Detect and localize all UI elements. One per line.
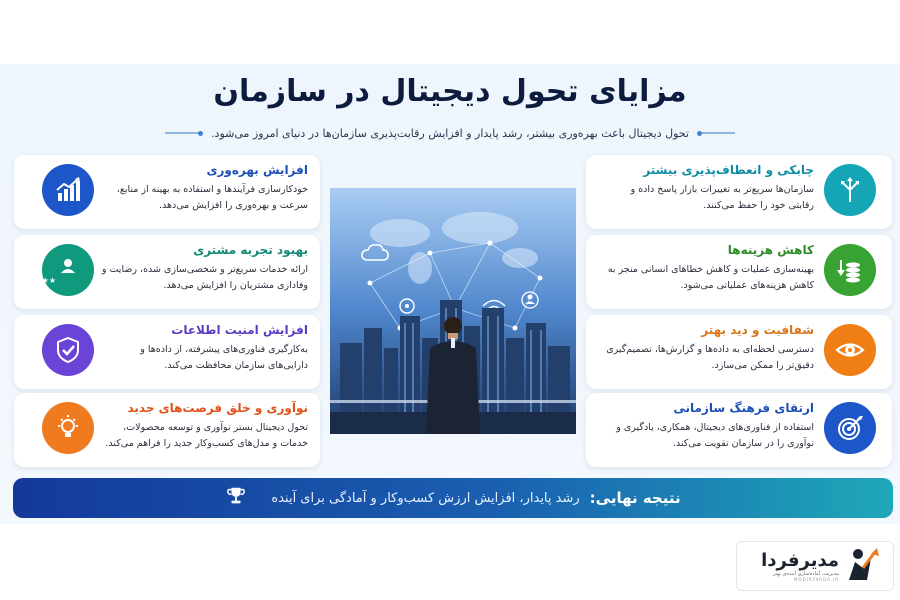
benefit-title: شفافیت و دید بهتر — [701, 323, 814, 337]
svg-text:★★★: ★★★ — [34, 276, 56, 285]
benefit-title: ارتقای فرهنگ سازمانی — [673, 401, 814, 415]
benefit-card-agility — [586, 155, 892, 229]
benefit-description: خودکارسازی فرآیندها و استفاده به‌ بهینه از منابع، سرعت و بهره‌وری را افزایش می‌دهد. — [116, 184, 308, 211]
lightbulb-icon — [42, 402, 94, 454]
brand-logo[interactable] — [736, 541, 894, 591]
benefit-description: استفاده از فناوری‌های دیجیتال، همکاری، یادگیری و نوآوری را در سازمان تقویت می‌کند. — [616, 422, 814, 449]
benefit-title: چابکی و انعطاف‌پذیری بیشتر — [643, 163, 814, 177]
benefit-card-cost-reduction — [586, 235, 892, 309]
conclusion-text: رشد پایدار، افزایش ارزش کسب‌وکار و آمادگی برای آینده — [271, 490, 580, 506]
benefit-title: بهبود تجربه مشتری — [193, 243, 308, 257]
benefit-card-transparency — [586, 315, 892, 389]
conclusion-label: نتیجه نهایی: — [589, 489, 681, 507]
subtitle-left-divider — [165, 132, 201, 134]
benefit-description: سازمان‌ها سریع‌تر به تغییرات بازار پاسخ داده و رقابتی خود را حفظ می‌کنند. — [630, 184, 814, 211]
brand-name: مدیرفردا — [761, 550, 839, 571]
benefit-card-productivity — [14, 155, 320, 229]
benefit-card-customer-experience — [14, 235, 320, 309]
split-arrows-icon — [824, 164, 876, 216]
benefit-description: دسترسی لحظه‌ای به داده‌ها و گزارش‌ها، تصمیم‌گیری دقیق‌تر را ممکن می‌سازد. — [606, 344, 814, 371]
benefit-card-culture — [586, 393, 892, 467]
trophy-icon — [225, 485, 247, 511]
benefit-description: تحول دیجیتال بستر نوآوری و توسعه محصولات، خدمات و مدل‌های کسب‌وکار جدید را فراهم می‌کند. — [105, 422, 308, 449]
benefit-description: بهینه‌سازی عملیات و کاهش خطاهای انسانی منجر به کاهش هزینه‌های عملیاتی می‌شود. — [607, 264, 814, 291]
benefit-title: کاهش هزینه‌ها — [727, 243, 814, 257]
brand-tagline: مدیریت، آماده‌سازی آینده‌ی بهتر — [772, 571, 839, 577]
bar-chart-growth-icon — [42, 164, 94, 216]
city-skyline-illustration — [330, 188, 576, 434]
benefit-description: به‌کارگیری فناوری‌های پیشرفته، از داده‌ها و دارایی‌های سازمان محافظت می‌کند. — [140, 344, 308, 371]
benefit-card-security — [14, 315, 320, 389]
benefit-description: ارائه خدمات سریع‌تر و شخصی‌سازی شده، رضایت و وفاداری مشتریان را افزایش می‌دهد. — [101, 264, 308, 291]
customer-rating-icon — [34, 244, 94, 296]
eye-icon — [824, 324, 876, 376]
benefit-title: نوآوری و خلق فرصت‌های جدید — [127, 401, 308, 415]
subtitle-row — [0, 124, 900, 142]
conclusion-banner — [13, 478, 893, 518]
page-title: مزایای تحول دیجیتال در سازمان — [213, 74, 687, 109]
target-arrow-icon — [824, 402, 876, 454]
brand-mark-icon — [845, 544, 885, 588]
brand-domain: MODIRFARDA.IR — [794, 577, 839, 582]
subtitle-right-divider — [699, 132, 735, 134]
shield-check-icon — [42, 324, 94, 376]
benefit-card-innovation — [14, 393, 320, 467]
coins-down-icon — [824, 244, 876, 296]
benefit-title: افزایش امنیت اطلاعات — [171, 323, 308, 337]
benefit-title: افزایش بهره‌وری — [206, 163, 308, 177]
page-subtitle: تحول دیجیتال باعث بهره‌وری بیشتر، رشد پایدار و افزایش رقابت‌پذیری سازمان‌ها در دنیای امروز می‌شود. — [211, 126, 689, 140]
center-illustration — [330, 188, 576, 434]
